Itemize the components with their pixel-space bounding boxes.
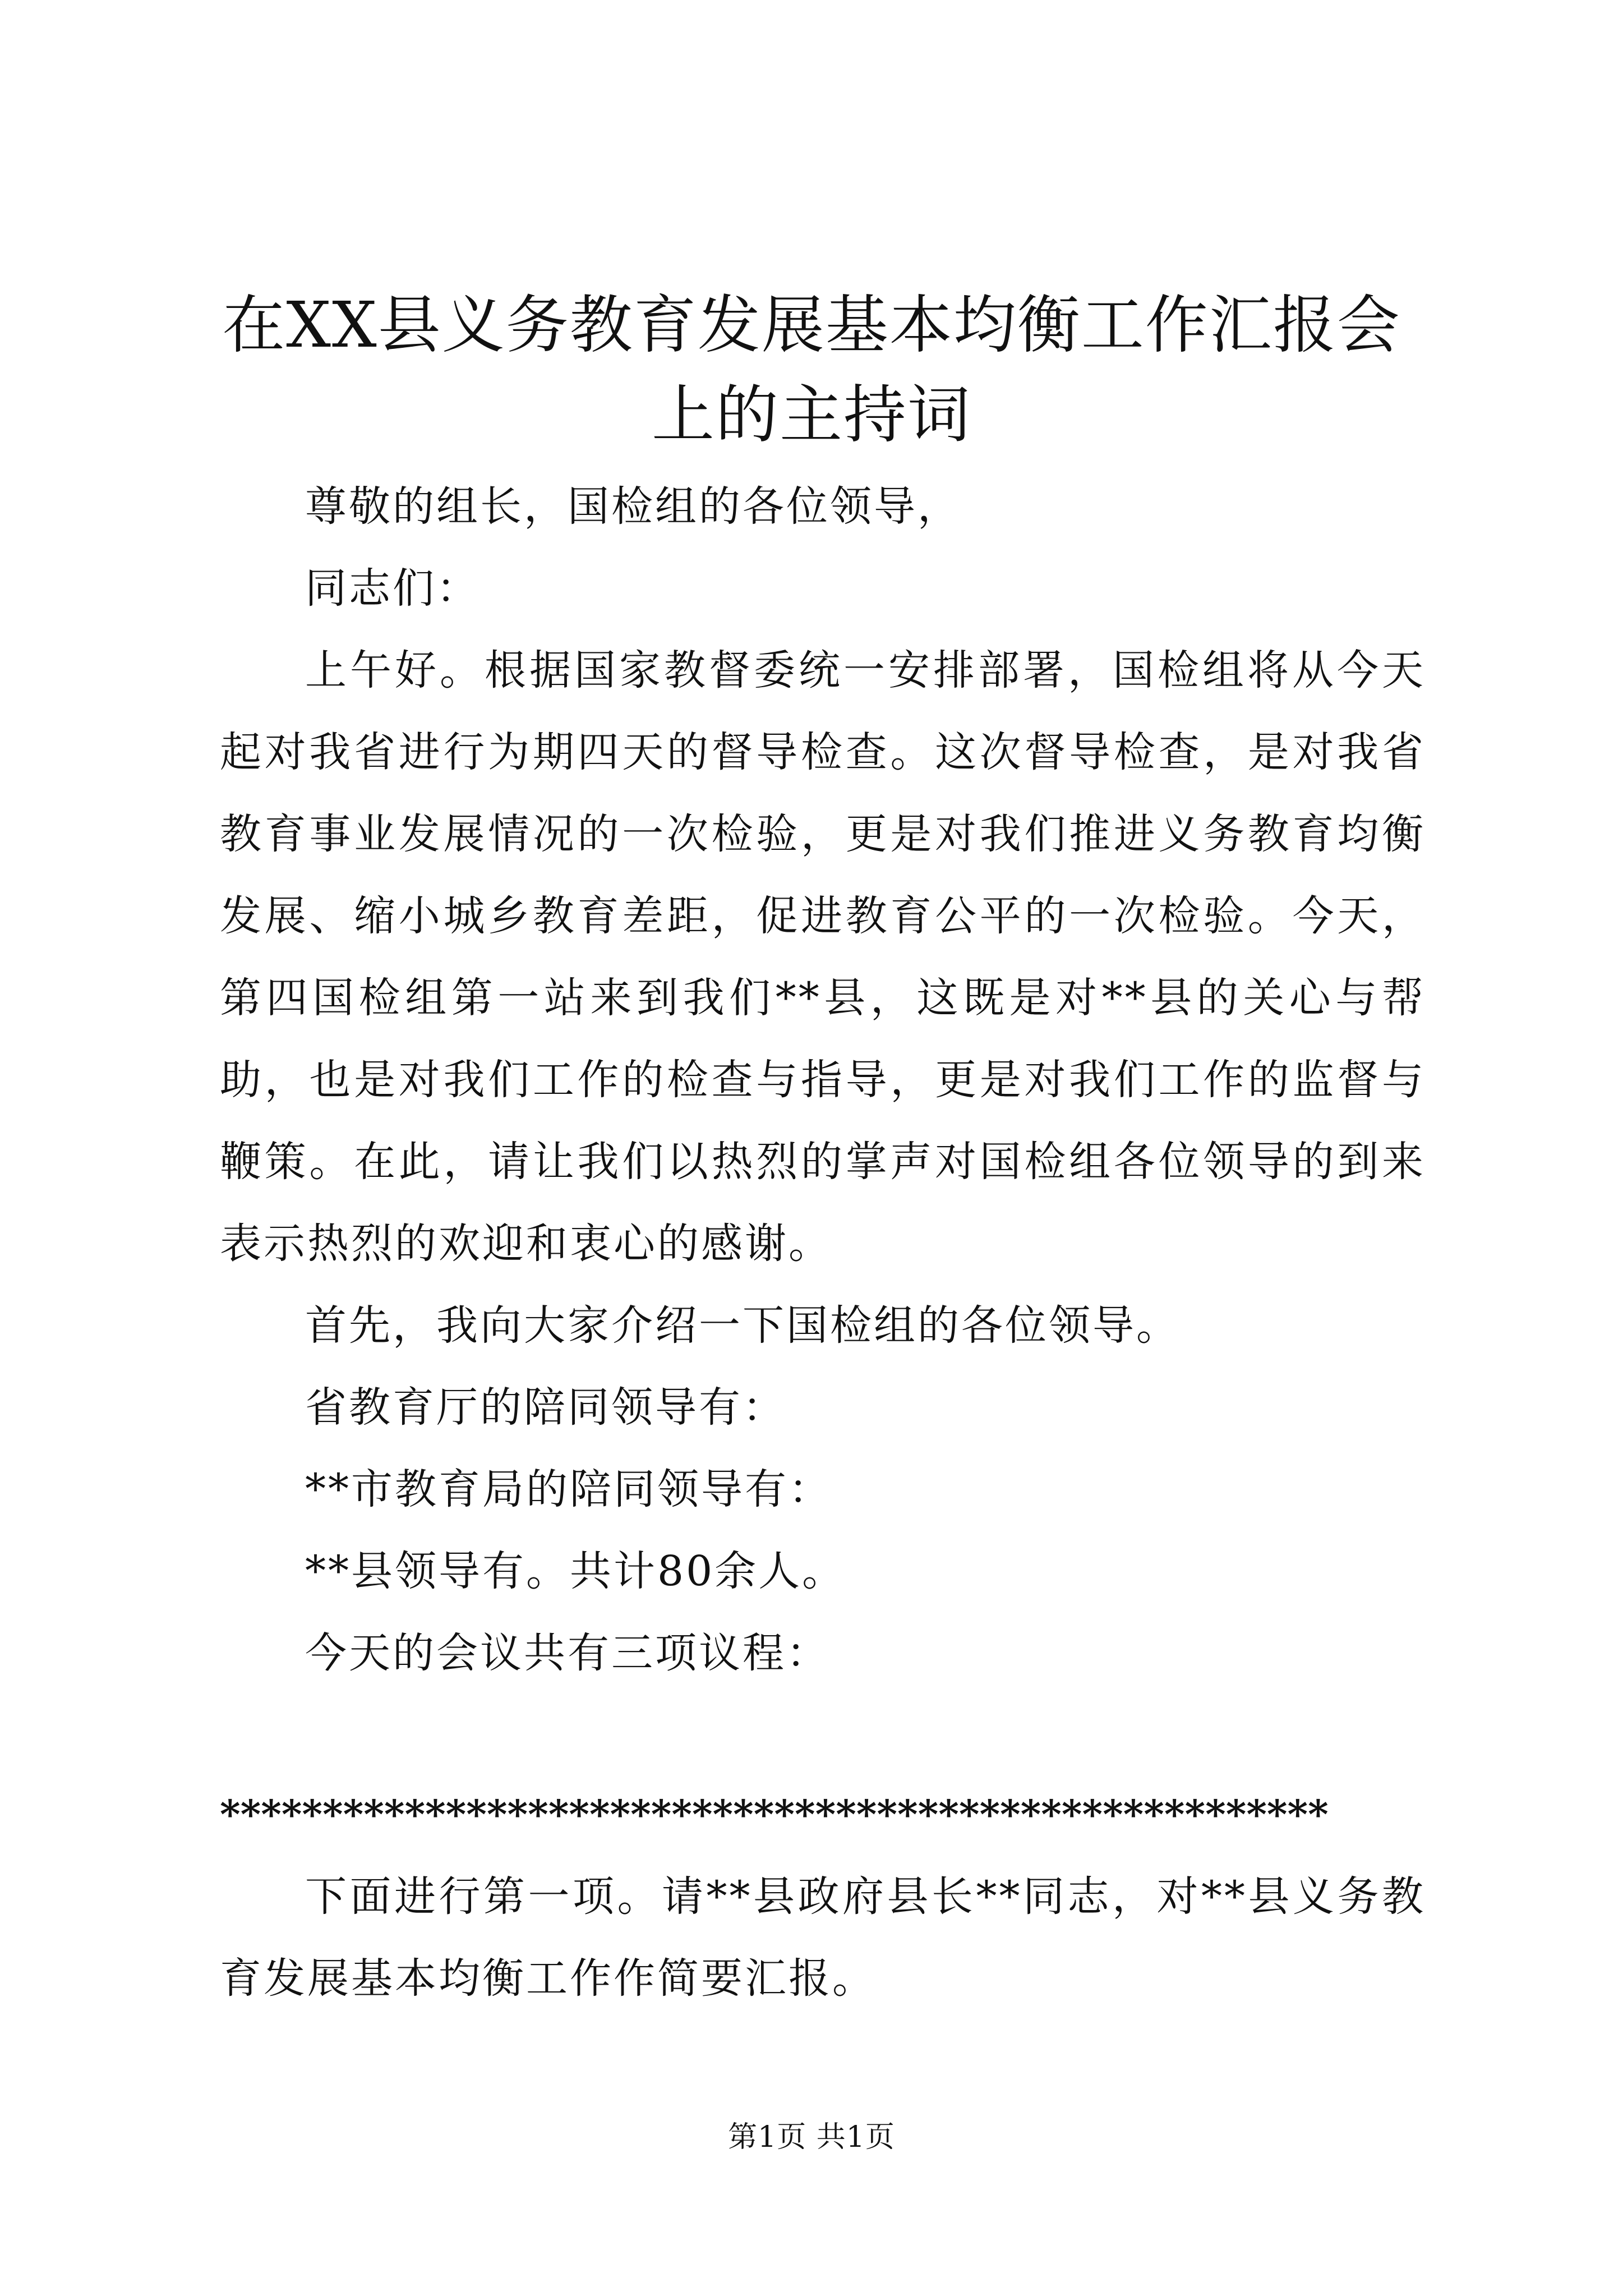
paragraph-agenda: 今天的会议共有三项议程： xyxy=(305,1629,830,1677)
paragraph-provincial-leaders: 省教育厅的陪同领导有： xyxy=(305,1383,786,1432)
paragraph-opening: 上午好。根据国家教督委统一安排部署，国检组将从今天起对我省进行为期四天的督导检查。这次督导检查，是对我省教育事业发展情况的一次检验，更是对我们推进义务教育均衡发展、缩小城乡教育差距，促进教育公平的一次检验。今天，第四国检组第一站来到我们**县，这既是对**县的关心与帮助，也是对我们工作的检查与指导，更是对我们工作的监督与鞭策。在此，请让我们以热烈的掌声对国检组各位领导的到来表示热烈的欢迎和衷心的感谢。 xyxy=(220,646,1426,1268)
paragraph-salutation: 尊敬的组长，国检组的各位领导， xyxy=(305,482,961,531)
paragraph-first-item: 下面进行第一项。请**县政府县长**同志，对**县义务教育发展基本均衡工作作简要汇报。 xyxy=(220,1872,1426,2003)
paragraph-city-leaders: **市教育局的陪同领导有： xyxy=(305,1465,832,1513)
document-body xyxy=(220,466,1426,2019)
paragraph-county-leaders: **县领导有。共计80余人。 xyxy=(305,1547,846,1595)
document-title: 在XX县义务教育发展基本均衡工作汇报会上的主持词 xyxy=(222,289,1401,452)
asterisk-separator: ****************************************************** xyxy=(220,1791,1329,1838)
page-footer: 第1页 共1页 xyxy=(728,2120,895,2154)
paragraph-greeting: 同志们： xyxy=(305,564,480,613)
paragraph-introduction: 首先，我向大家介绍一下国检组的各位领导。 xyxy=(305,1301,1180,1350)
